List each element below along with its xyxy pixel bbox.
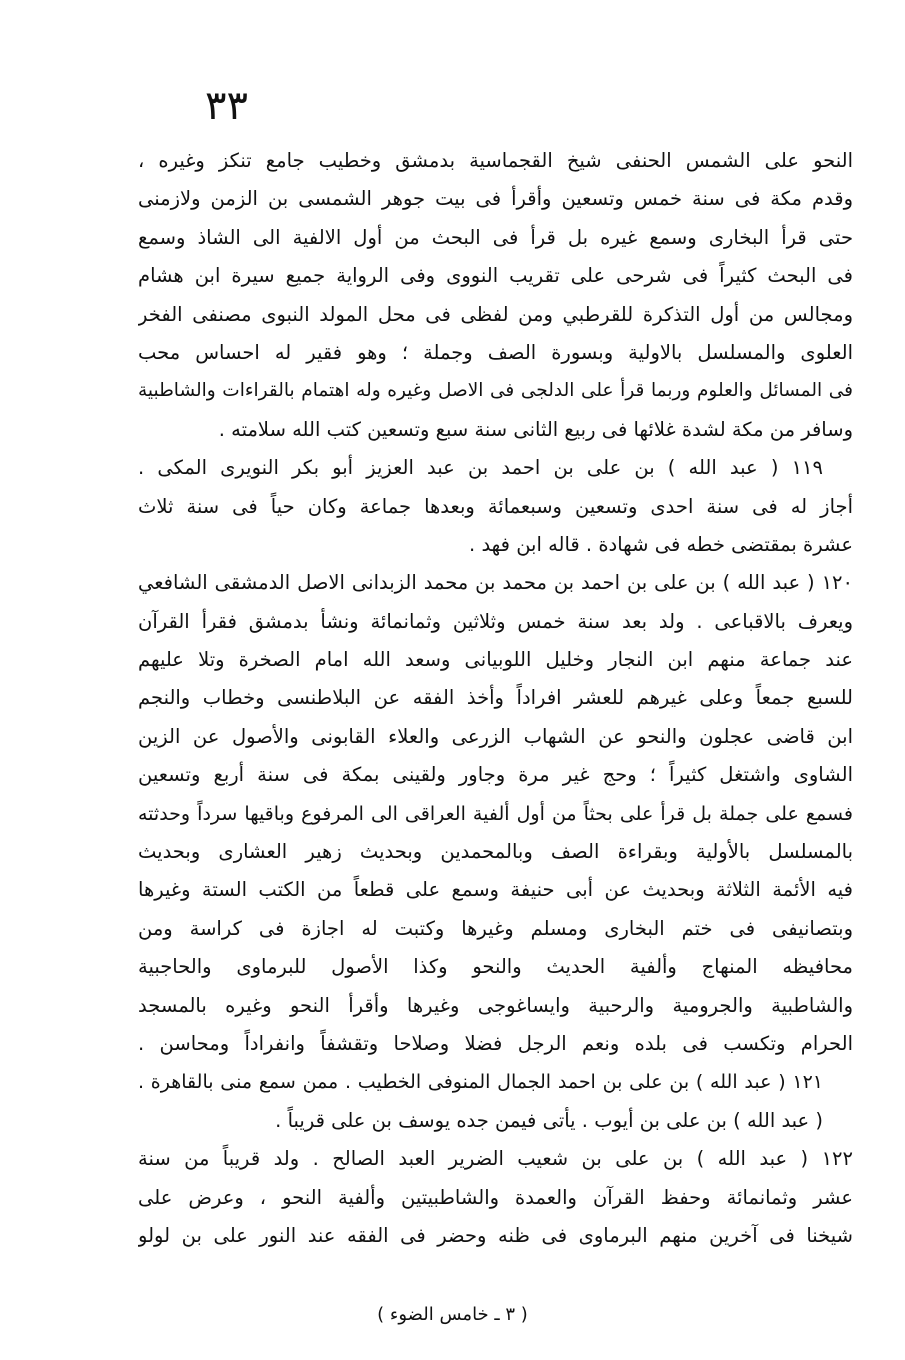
- text-line: والشاطبية والجرومية والرحبية وايساغوجى وغيرها وأقرأ النحو وغيره بالمسجد: [138, 993, 853, 1017]
- text-line: أجاز له فى سنة احدى وتسعين وسبعمائة وبعدها جماعة وكان حياً فى سنة ثلاث: [138, 494, 853, 518]
- text-line: حتى قرأ البخارى وسمع غيره بل قرأ فى البحث من أول الالفية الى الشاذ وسمع: [138, 225, 853, 249]
- text-line: عشرة بمقتضى خطه فى شهادة . قاله ابن فهد .: [469, 532, 853, 556]
- body-text: [138, 142, 853, 1255]
- text-line: وبتصانيفى فى ختم البخارى ومسلم وغيرها وكتبت له اجازة فى كراسة ومن: [138, 916, 853, 940]
- entry-122-heading: ١٢٢ ( عبد الله ) بن على بن شعيب الضرير العبد الصالح . ولد قريباً من سنة: [138, 1147, 853, 1171]
- text-line: فى البحث كثيراً فى شرحى على تقريب النووى وفى الرواية جميع سيرة ابن هشام: [138, 264, 853, 288]
- text-line: ومجالس من أول التذكرة للقرطبي ومن لفظى فى محل المولد النبوى مصنفى الفخر: [138, 302, 853, 326]
- text-line: الحرام وتكسب فى بلده ونعم الرجل فضلا وصلاحا وتقشفاً وانفراداً ومحاسن .: [138, 1031, 853, 1055]
- signature-footer: ( ٣ ـ خامس الضوء ): [377, 1304, 528, 1325]
- text-line: النحو على الشمس الحنفى شيخ القجماسية بدمشق وخطيب جامع تنكز وغيره ،: [138, 149, 853, 172]
- text-line: فسمع على جملة بل قرأ على بحثاً من أول ألفية العراقى الى المرفوع وباقيها سرداً وحدثته: [138, 802, 853, 825]
- text-line: محافيظه المنهاج وألفية الحديث والنحو وكذا الأصول للبرماوى والحاجبية: [138, 955, 853, 979]
- entry-121-heading: ١٢١ ( عبد الله ) بن على بن احمد الجمال المنوفى الخطيب . ممن سمع منى بالقاهرة .: [138, 1071, 823, 1094]
- text-line: ابن قاضى عجلون والنحو عن الشهاب الزرعى والعلاء القابونى والأصول عن الزين: [138, 724, 853, 748]
- text-line: للسبع جمعاً وعلى غيرهم للعشر افراداً وأخذ الفقه عن البلاطنسى وخطاب والنجم: [138, 686, 853, 710]
- text-line: الشاوى واشتغل كثيراً ؛ وحج غير مرة وجاور ولقينى بمكة فى سنة أربع وتسعين: [138, 763, 853, 787]
- text-line: العلوى والمسلسل بالاولية وبسورة الصف وجملة ؛ وهو فقير له احساس محب: [138, 340, 853, 364]
- text-line: وقدم مكة فى سنة خمس وتسعين وأقرأ فى بيت جوهر الشمسى بن الزمن ولازمنى: [138, 187, 853, 211]
- text-line: عشر وثمانمائة وحفظ القرآن والعمدة والشاطبيتين وألفية النحو ، وعرض على: [138, 1185, 853, 1209]
- entry-119-heading: ١١٩ ( عبد الله ) بن على بن احمد بن عبد العزيز أبو بكر النويرى المكى .: [138, 456, 823, 480]
- text-line: فى المسائل والعلوم وربما قرأ على الدلجى فى الاصل وغيره وله اهتمام بالقراءات والشاطبية: [138, 380, 853, 402]
- text-line: وسافر من مكة لشدة غلائها فى ربيع الثانى سنة سبع وتسعين كتب الله سلامته .: [218, 417, 853, 441]
- text-line: شيخنا فى آخرين منهم البرماوى فى ظنه وحضر فى الفقه عند النور على بن لولو: [138, 1223, 853, 1247]
- text-line: بالمسلسل بالأولية وبقراءة الصف وبالمحمدين وبحديث زهير العشارى وبحديث: [138, 840, 853, 864]
- page-number: ٣٣: [205, 83, 248, 129]
- entry-120-heading: ١٢٠ ( عبد الله ) بن على بن احمد بن محمد بن محمد الزبدانى الاصل الدمشقى الشافعي: [138, 571, 853, 595]
- text-line: عند جماعة منهم ابن النجار وخليل اللوبيانى وسعد الله امام الصخرة وتلا عليهم: [138, 648, 853, 672]
- text-line: فيه الأئمة الثلاثة وبحديث عن أبى حنيفة وسمع على قطعاً من الكتب الستة وغيرها: [138, 878, 853, 902]
- cross-reference-entry: ( عبد الله ) بن على بن أيوب . يأتى فيمن جده يوسف بن على قريباً .: [275, 1108, 823, 1132]
- text-line: ويعرف بالاقباعى . ولد بعد سنة خمس وثلاثين وثمانمائة ونشأ بدمشق فقرأ القرآن: [138, 609, 853, 633]
